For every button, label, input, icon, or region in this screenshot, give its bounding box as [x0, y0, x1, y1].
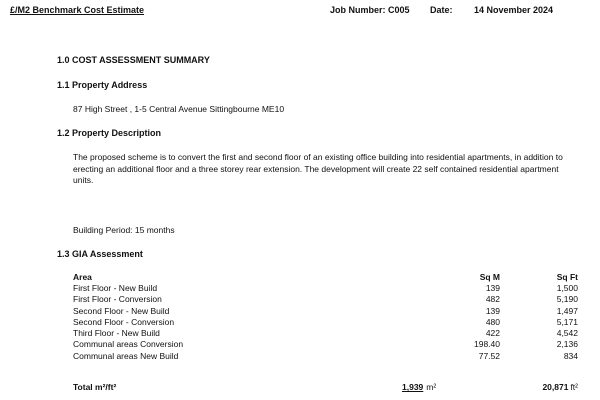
table-row: [73, 351, 578, 362]
row-sqm: 422: [485, 328, 500, 339]
row-sqft: 5,190: [556, 294, 578, 305]
row-area: Second Floor - New Build: [73, 305, 170, 316]
column-header-sqm: Sq M: [479, 272, 500, 282]
row-sqm: 198.40: [474, 339, 500, 350]
address-heading: 1.1 Property Address: [57, 80, 148, 90]
row-sqft: 1,500: [556, 283, 578, 293]
row-area: First Floor - New Build: [73, 283, 158, 293]
table-row: [73, 328, 578, 339]
property-address: 87 High Street , 1-5 Central Avenue Sittingbourne ME10: [73, 104, 285, 114]
row-sqm: 77.52: [478, 350, 500, 361]
total-label: Total m²/ft²: [73, 382, 117, 392]
table-header-row: [73, 272, 578, 283]
property-description: The proposed scheme is to convert the first and second floor of an existing office building into residential apartments, in addition to erecting an additional floor and a three storey rear extension. The development will create 22 self contained residential apartment units.: [73, 152, 563, 185]
total-sqft-value: 20,871: [542, 382, 569, 392]
total-sqm: [402, 382, 462, 392]
total-sqm-unit: m²: [426, 382, 437, 392]
table-row: [73, 294, 578, 305]
row-sqm: 480: [485, 316, 500, 327]
total-sqft-unit: ft²: [570, 382, 578, 392]
row-sqft: 5,171: [556, 316, 578, 327]
row-sqm: 139: [485, 305, 500, 316]
table-row: [73, 306, 578, 317]
job-number: Job Number: C005: [330, 5, 410, 15]
total-row: [73, 382, 578, 396]
row-area: Second Floor - Conversion: [73, 316, 175, 327]
row-sqft: 834: [563, 350, 578, 361]
row-sqft: 4,542: [556, 328, 578, 339]
row-sqft: 2,136: [556, 339, 578, 350]
description-heading: 1.2 Property Description: [57, 128, 162, 138]
row-area: Communal areas Conversion: [73, 339, 184, 350]
date-label: Date:: [430, 5, 453, 15]
row-area: First Floor - Conversion: [73, 294, 162, 305]
total-sqm-value: 1,939: [402, 382, 424, 392]
gia-heading: 1.3 GIA Assessment: [57, 249, 143, 259]
document-title: £/M2 Benchmark Cost Estimate: [10, 5, 145, 15]
column-header-area: Area: [73, 272, 92, 282]
row-area: Third Floor - New Build: [73, 328, 160, 339]
total-sqft: [498, 382, 578, 392]
table-row: [73, 317, 578, 328]
column-header-sqft: Sq Ft: [556, 272, 578, 282]
row-area: Communal areas New Build: [73, 350, 179, 361]
row-sqm: 482: [485, 294, 500, 305]
building-period: Building Period: 15 months: [73, 225, 175, 235]
row-sqm: 139: [485, 283, 500, 293]
table-row: [73, 339, 578, 350]
row-sqft: 1,497: [556, 305, 578, 316]
date-value: 14 November 2024: [474, 5, 554, 15]
table-row: [73, 283, 578, 294]
gia-table: [73, 272, 578, 362]
summary-heading: 1.0 COST ASSESSMENT SUMMARY: [57, 55, 210, 65]
